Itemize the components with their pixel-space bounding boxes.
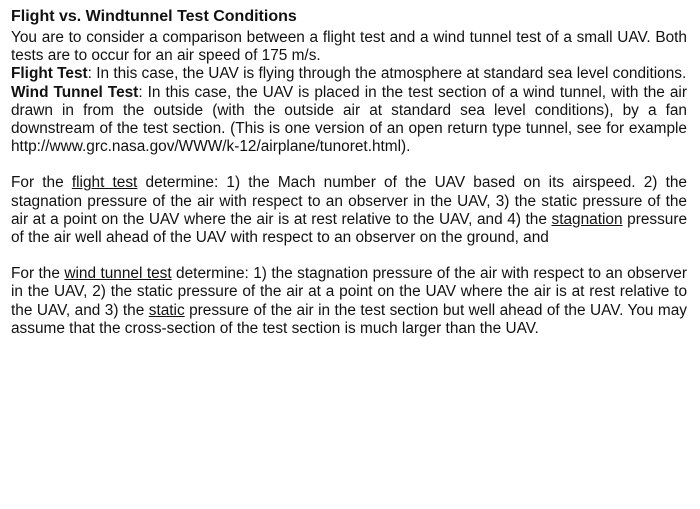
flight-test-text: : In this case, the UAV is flying through the atmosphere at standard sea level conditions. <box>87 65 687 83</box>
flight-test-paragraph <box>11 65 687 83</box>
flight-test-label: Flight Test <box>11 65 88 83</box>
wind-tunnel-test-text: : In this case, the UAV is placed in the test section of a wind tunnel, with the air drawn in from the outside (with the outside air at standard sea level conditions), by a fan downstream of the test section. (This is one version of an open return type tunnel, see for example http://www.grc.nasa.gov/WWW/k-12/airplane/tunoret.html). <box>11 83 687 156</box>
paragraph-gap <box>11 156 687 174</box>
tunnel-questions-part2: pressure of the air in the test section but well ahead of the UAV. You may assume that the cross-section of the test section is much larger than the UAV. <box>11 301 687 337</box>
tunnel-questions-prefix: For the <box>11 265 65 283</box>
document-title: Flight vs. Windtunnel Test Conditions <box>11 8 297 25</box>
intro-paragraph: You are to consider a comparison between a flight test and a wind tunnel test of a small UAV. Both tests are to occur for an air speed of 175 m/s. <box>11 29 687 65</box>
wind-tunnel-test-underlined: wind tunnel test <box>64 265 172 283</box>
flight-questions-part2: pressure of the air well ahead of the UAV with respect to an observer on the ground, and <box>11 210 688 247</box>
paragraph-gap <box>11 247 687 265</box>
stagnation-underlined: stagnation <box>551 210 623 228</box>
flight-questions-paragraph <box>11 174 687 247</box>
flight-questions-prefix: For the <box>11 174 72 192</box>
wind-tunnel-test-paragraph <box>11 84 687 157</box>
flight-questions-part1: determine: 1) the Mach number of the UAV based on its airspeed. 2) the stagnation pressure of the air with respect to an observer in the UAV, 3) the static pressure of the air at a point on the UAV where the air is at rest relative to the UAV, and 4) the <box>11 174 687 228</box>
tunnel-questions-paragraph <box>11 265 687 338</box>
document-page <box>11 7 687 338</box>
static-underlined: static <box>148 301 185 319</box>
flight-test-underlined: flight test <box>71 174 138 192</box>
wind-tunnel-test-label: Wind Tunnel Test <box>11 83 139 101</box>
tunnel-questions-part1: determine: 1) the stagnation pressure of the air with respect to an observer in the UAV, 2) the static pressure of the air at a point on the UAV where the air is at rest relative to the UAV, and 3) the <box>11 265 687 319</box>
